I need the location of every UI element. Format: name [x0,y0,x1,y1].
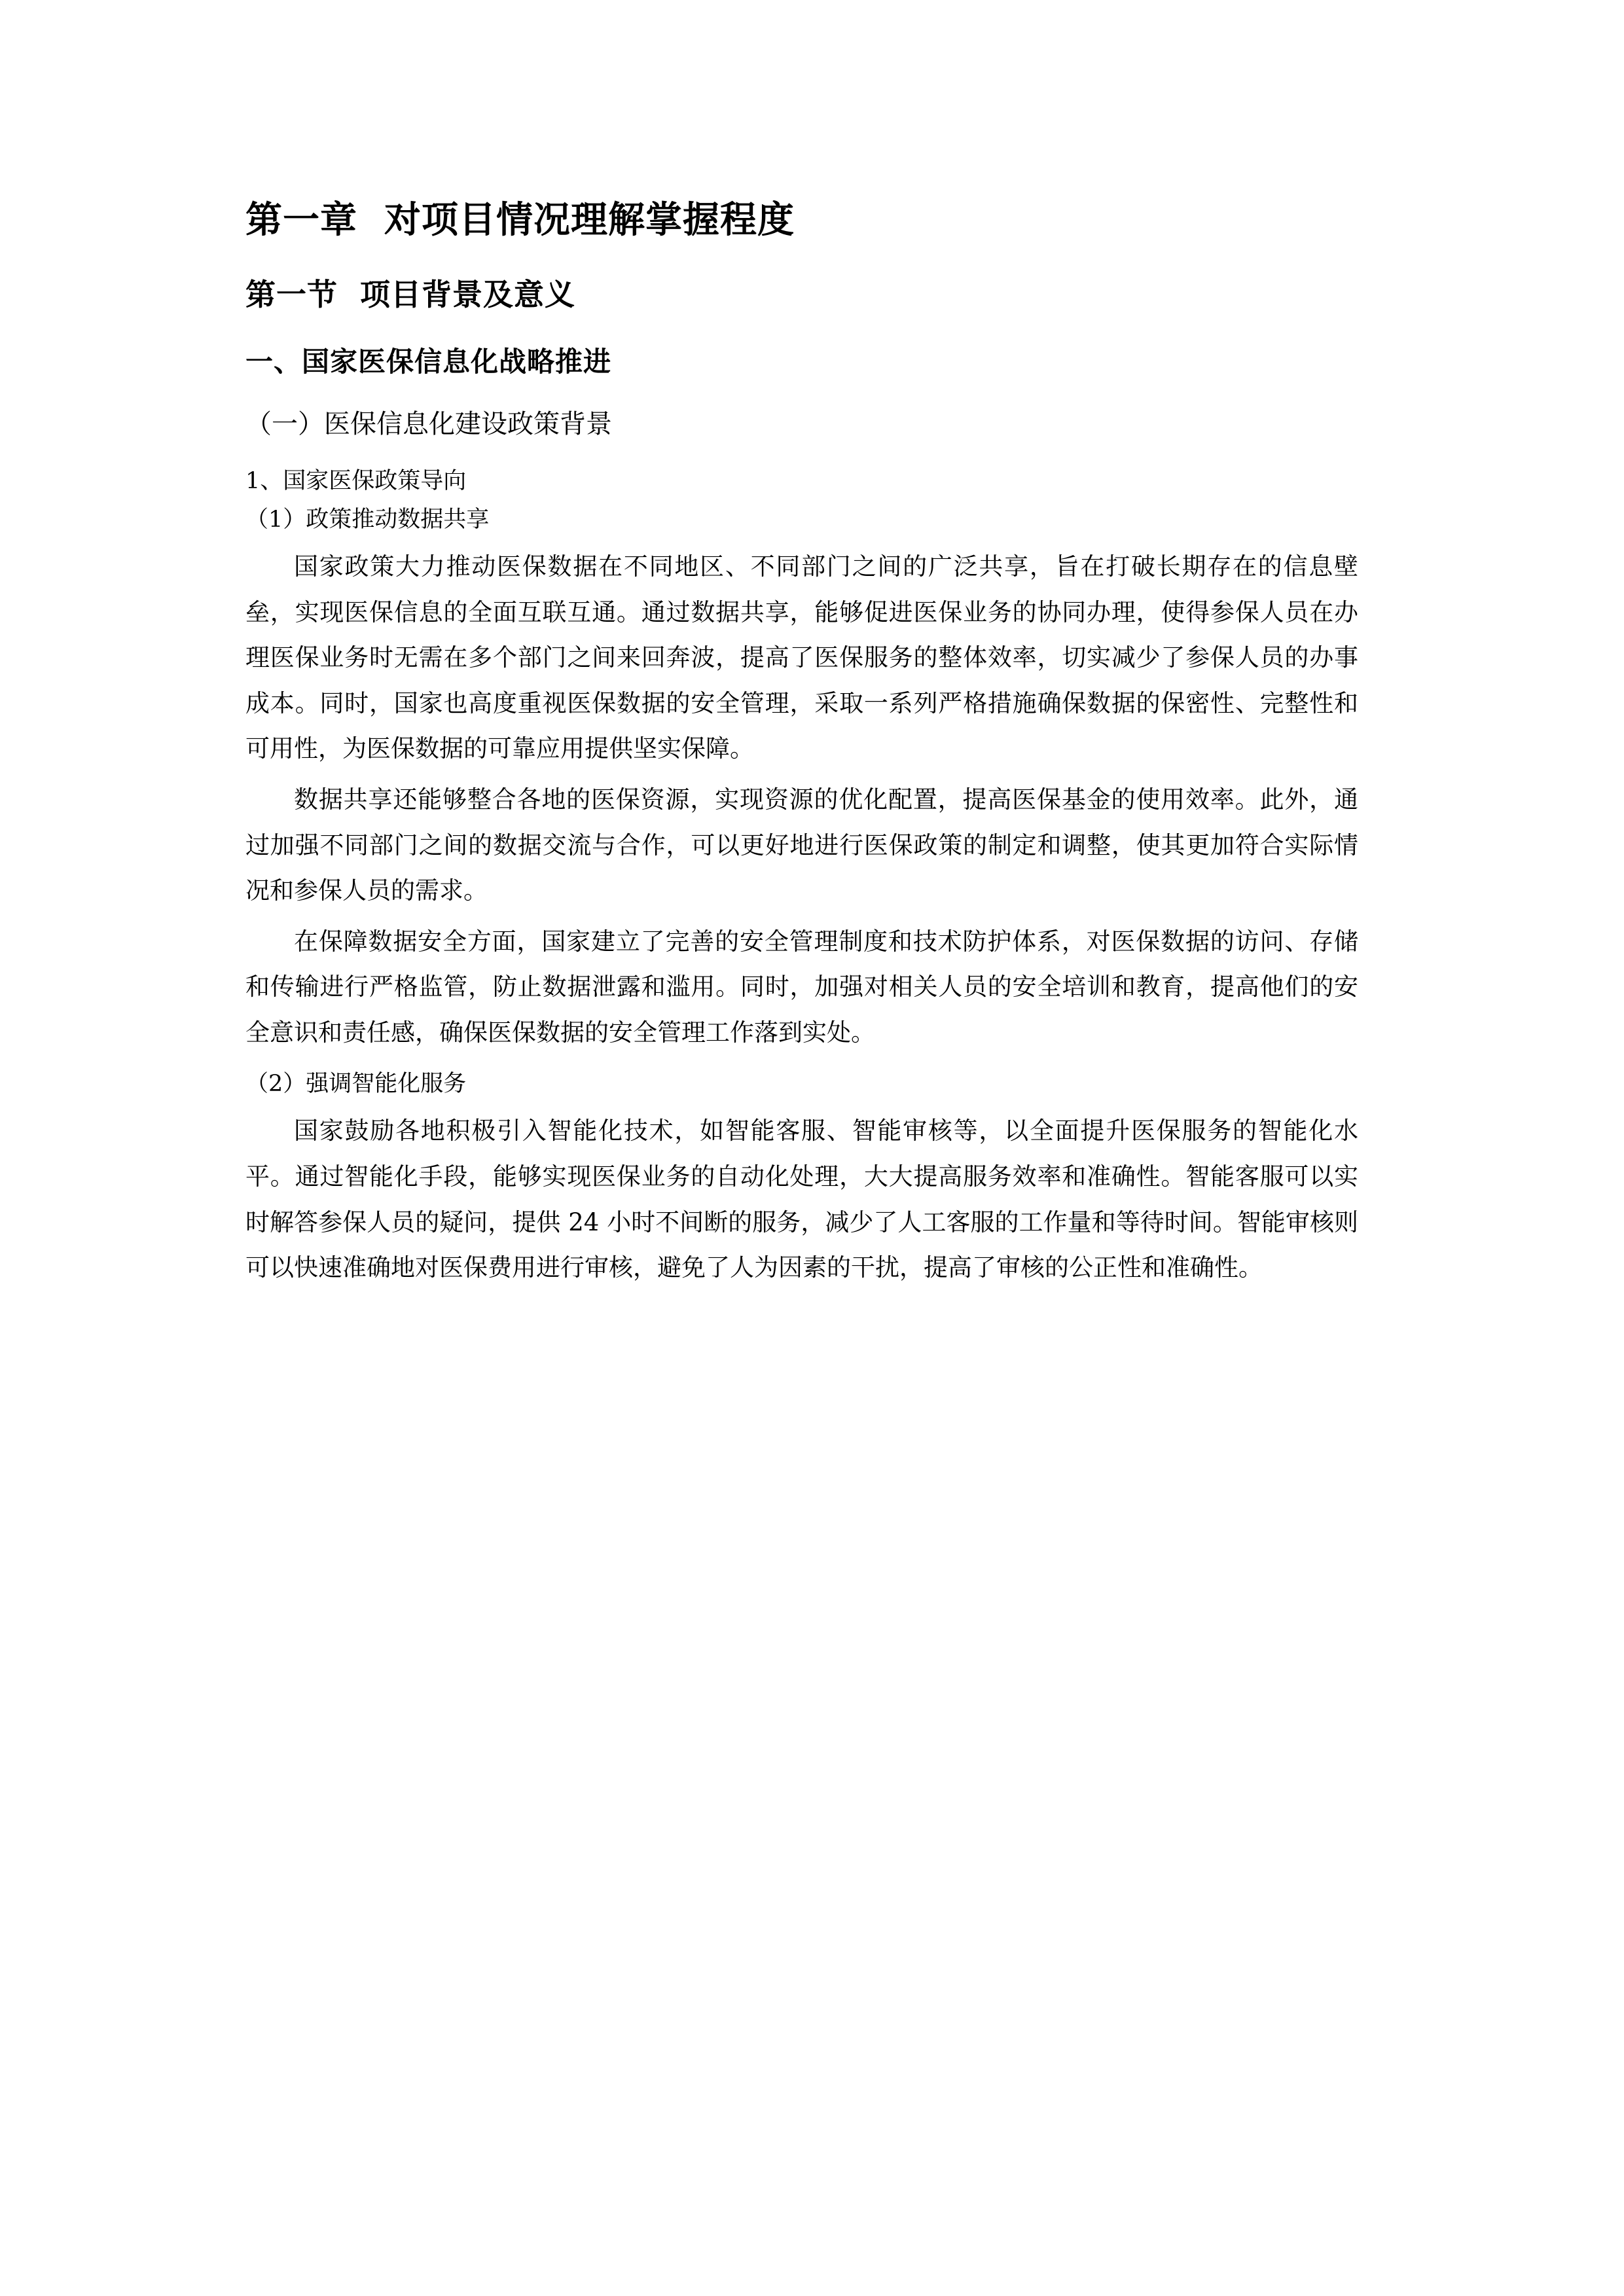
body-paragraph-1: 国家政策大力推动医保数据在不同地区、不同部门之间的广泛共享，旨在打破长期存在的信息壁垒，实现医保信息的全面互联互通。通过数据共享，能够促进医保业务的协同办理，使得参保人员在办理医保业务时无需在多个部门之间来回奔波，提高了医保服务的整体效率，切实减少了参保人员的办事成本。同时，国家也高度重视医保数据的安全管理，采取一系列严格措施确保数据的保密性、完整性和可用性，为医保数据的可靠应用提供坚实保障。 [245,552,1358,763]
body-paragraph-3: 在保障数据安全方面，国家建立了完善的安全管理制度和技术防护体系，对医保数据的访问、存储和传输进行严格监管，防止数据泄露和滥用。同时，加强对相关人员的安全培训和教育，提高他们的安全意识和责任感，确保医保数据的安全管理工作落到实处。 [245,927,1358,1047]
body-paragraph-4: 国家鼓励各地积极引入智能化技术，如智能客服、智能审核等，以全面提升医保服务的智能化水平。通过智能化手段，能够实现医保业务的自动化处理，大大提高服务效率和准确性。智能客服可以实时解答参保人员的疑问，提供 24 小时不间断的服务，减少了人工客服的工作量和等待时间。智能审核则可以快速准确地对医保费用进行审核，避免了人为因素的干扰，提高了审核的公正性和准确性。 [245,1117,1358,1282]
paragraph-spacer [245,1060,1358,1067]
section-heading: 第一节 项目背景及意义 [245,276,576,312]
list-item-1-2: （2）强调智能化服务 [245,1071,467,1098]
page-content [245,196,1358,1291]
subsubsection-heading: （一）医保信息化建设政策背景 [245,409,612,440]
body-paragraph-2: 数据共享还能够整合各地的医保资源，实现资源的优化配置，提高医保基金的使用效率。此外，通过加强不同部门之间的数据交流与合作，可以更好地进行医保政策的制定和调整，使其更加符合实际情况和参保人员的需求。 [245,785,1358,905]
subsection-heading: 一、国家医保信息化战略推进 [245,345,612,378]
chapter-heading: 第一章 对项目情况理解掌握程度 [245,199,795,242]
list-item-1-1: （1）政策推动数据共享 [245,507,490,533]
list-item-1: 1、国家医保政策导向 [245,467,467,494]
